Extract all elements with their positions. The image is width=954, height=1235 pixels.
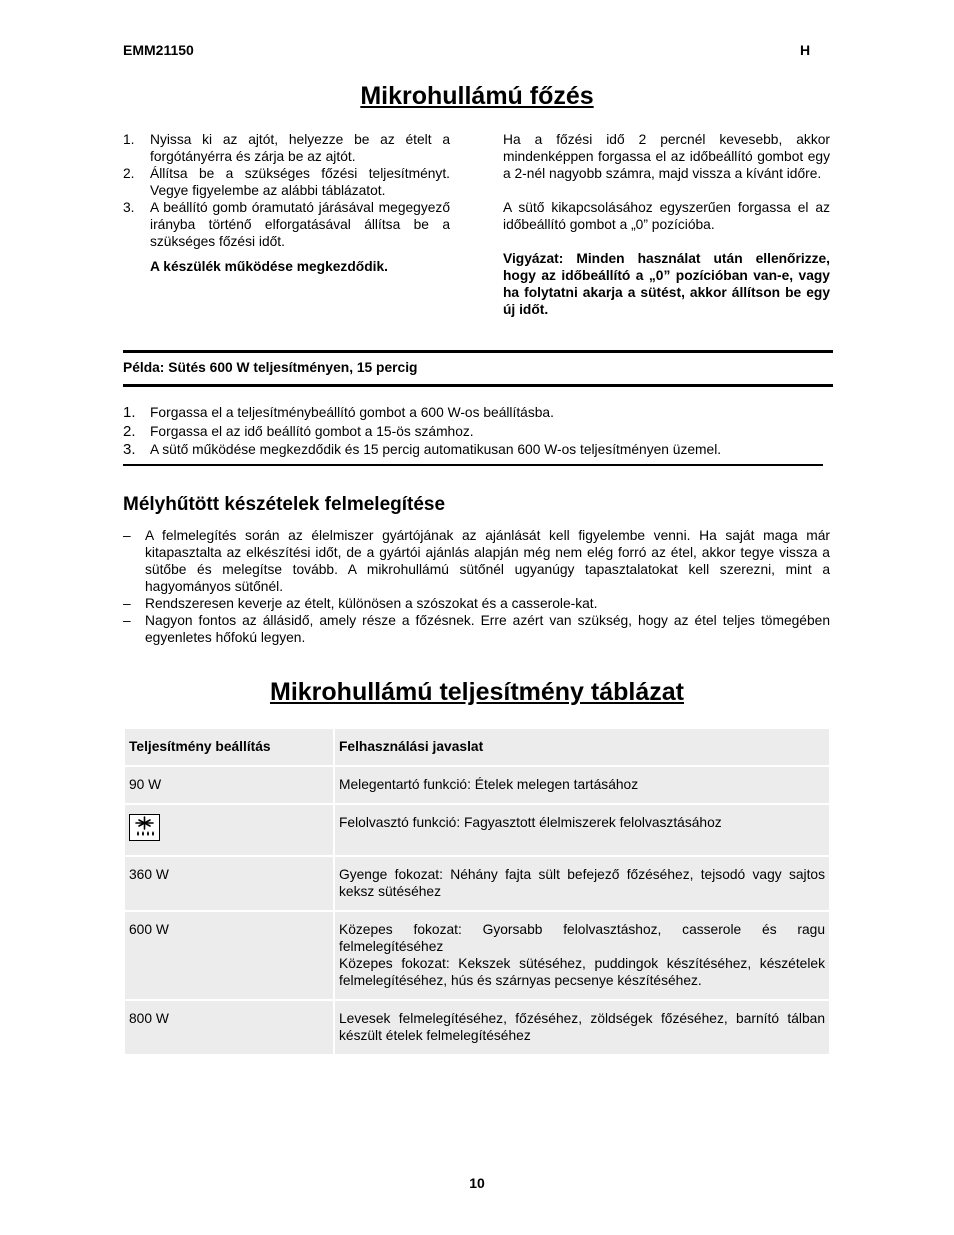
step-text: Forgassa el a teljesítménybeállító gombot a 600 W-os beállításba. xyxy=(150,405,554,420)
power-setting: 90 W xyxy=(125,767,333,803)
power-setting: 360 W xyxy=(125,857,333,910)
warning-note: Vigyázat: Minden használat után ellenőrizze, hogy az időbeállító a „0” pozícióban van-e, vagy ha folytatni akarja a sütést, akkor állítson be egy új időt. xyxy=(503,251,830,317)
bullet: – xyxy=(123,613,131,628)
model-number: EMM21150 xyxy=(123,42,194,58)
usage-suggestion: Felolvasztó funkció: Fagyasztott élelmiszerek felolvasztásához xyxy=(335,805,829,855)
power-setting: 600 W xyxy=(125,912,333,999)
table-row xyxy=(125,767,829,803)
usage-suggestion: Levesek felmelegítéséhez, főzéséhez, zöldségek főzéséhez, barnító tálban készült ételek felmelegítéséhez xyxy=(335,1001,829,1054)
table-row xyxy=(125,912,829,999)
defrost-icon xyxy=(129,814,160,841)
usage-line: Közepes fokozat: Kekszek sütéséhez, puddingok készítéséhez, készételek felmelegítéséhez, hús és szárnyas pecsenye készítéséhez. xyxy=(339,956,825,988)
left-column xyxy=(123,131,450,275)
step-number: 2. xyxy=(123,166,135,181)
usage-line: Közepes fokozat: Gyorsabb felolvasztáshoz, casserole és ragu felmelegítéséhez xyxy=(339,922,825,954)
step-text: A sütő működése megkezdődik és 15 percig automatikusan 600 W-os teljesítményen üzemel. xyxy=(150,442,722,457)
step-number: 3. xyxy=(123,200,135,215)
page-title: Mikrohullámú főzés xyxy=(360,82,594,110)
section-heading: Mélyhűtött készételek felmelegítése xyxy=(123,494,446,515)
list-item xyxy=(123,165,450,199)
list-item xyxy=(123,131,450,165)
table-header-row xyxy=(125,729,829,765)
step-text: Állítsa be a szükséges főzési teljesítményt. Vegye figyelembe az alábbi táblázatot. xyxy=(150,166,450,198)
power-setting: 800 W xyxy=(125,1001,333,1054)
tip-text: Rendszeresen keverje az ételt, különösen a szószokat és a casserole-kat. xyxy=(145,596,598,611)
list-item xyxy=(123,199,450,250)
usage-suggestion: Gyenge fokozat: Néhány fajta sült befejező főzéséhez, tejsodó vagy sajtos keksz sütéséhez xyxy=(335,857,829,910)
list-item xyxy=(123,441,823,460)
list-item xyxy=(123,595,830,612)
example-steps xyxy=(123,404,823,460)
step-number: 1. xyxy=(123,404,136,421)
example-title: Példa: Sütés 600 W teljesítményen, 15 percig xyxy=(123,360,418,375)
bullet: – xyxy=(123,528,131,543)
table-row xyxy=(125,1001,829,1054)
column-header: Felhasználási javaslat xyxy=(335,729,829,765)
list-item xyxy=(123,423,823,442)
language-code: H xyxy=(800,42,811,58)
page-number: 10 xyxy=(469,1175,485,1191)
step-text: Nyissa ki az ajtót, helyezze be az ételt a forgótányérra és zárja be az ajtót. xyxy=(150,132,450,164)
divider xyxy=(123,464,823,466)
table-row xyxy=(125,805,829,855)
switch-off-note: A sütő kikapcsolásához egyszerűen forgassa el az időbeállító gombot a „0” pozícióba. xyxy=(503,200,830,232)
bullet: – xyxy=(123,596,131,611)
short-time-note: Ha a főzési idő 2 percnél kevesebb, akkor mindenképpen forgassa el az időbeállító gombot egy a 2-nél nagyobb számra, majd vissza a kívánt időre. xyxy=(503,132,830,181)
step-number: 1. xyxy=(123,132,135,147)
step-text: Forgassa el az idő beállító gombot a 15-ös számhoz. xyxy=(150,423,474,439)
list-item xyxy=(123,612,830,646)
divider xyxy=(123,350,833,353)
usage-suggestion xyxy=(335,912,829,999)
list-item xyxy=(123,404,823,423)
right-column xyxy=(503,131,830,318)
cooking-steps xyxy=(123,131,450,250)
list-item xyxy=(123,527,830,595)
power-table xyxy=(123,727,831,1056)
tip-text: A felmelegítés során az élelmiszer gyártójának az ajánlását kell figyelembe venni. Ha saját maga már kitapasztalta az elkészítési időt, de a gyártói ajánlás alapján még nem elég forró az étel, akkor tegye vissza a sütőbe és melegítse tovább. A mikrohullámú sütőnél ugyanúgy tapasztalatokat kell szerezni, mint a hagyományos sütőnél. xyxy=(145,528,830,594)
tip-text: Nagyon fontos az állásidő, amely része a főzésnek. Erre azért van szükség, hogy az étel teljes tömegében egyenletes hőfokú legyen. xyxy=(145,613,830,645)
usage-suggestion: Melegentartó funkció: Ételek melegen tartásához xyxy=(335,767,829,803)
divider xyxy=(123,384,833,387)
step-number: 3. xyxy=(123,441,136,458)
power-setting xyxy=(125,805,333,855)
frozen-tips xyxy=(123,527,830,646)
table-row xyxy=(125,857,829,910)
column-header: Teljesítmény beállítás xyxy=(125,729,333,765)
step-number: 2. xyxy=(123,422,136,440)
operation-start-note: A készülék működése megkezdődik. xyxy=(150,259,388,274)
step-text: A beállító gomb óramutató járásával megegyező irányba történő elforgatásával állítsa be a szükséges főzési időt. xyxy=(150,200,450,249)
table-title: Mikrohullámú teljesítmény táblázat xyxy=(270,678,684,706)
